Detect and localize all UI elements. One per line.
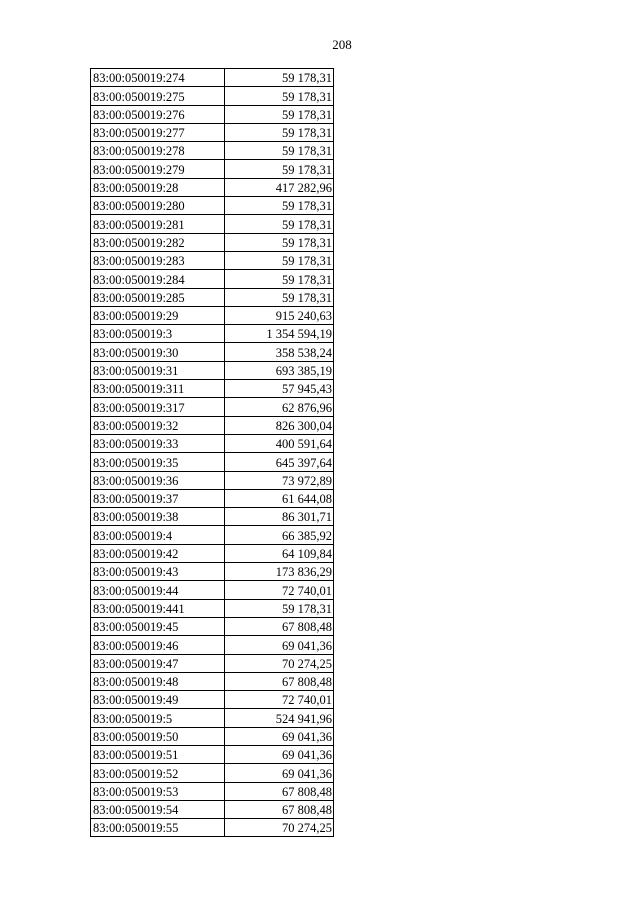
cadastral-number-cell: 83:00:050019:54 xyxy=(91,800,225,818)
value-cell: 173 836,29 xyxy=(225,563,334,581)
table-row xyxy=(91,325,334,343)
value-cell: 67 808,48 xyxy=(225,800,334,818)
value-cell: 64 109,84 xyxy=(225,544,334,562)
table-row xyxy=(91,123,334,141)
value-cell: 67 808,48 xyxy=(225,672,334,690)
cadastral-number-cell: 83:00:050019:31 xyxy=(91,361,225,379)
table-body xyxy=(91,69,334,837)
cadastral-number-cell: 83:00:050019:35 xyxy=(91,453,225,471)
value-cell: 69 041,36 xyxy=(225,764,334,782)
table-row xyxy=(91,636,334,654)
value-cell: 417 282,96 xyxy=(225,178,334,196)
value-cell: 59 178,31 xyxy=(225,142,334,160)
cadastral-number-cell: 83:00:050019:5 xyxy=(91,709,225,727)
table-row xyxy=(91,581,334,599)
value-cell: 400 591,64 xyxy=(225,434,334,452)
cadastral-number-cell: 83:00:050019:28 xyxy=(91,178,225,196)
page-number: 208 xyxy=(332,37,352,52)
value-cell: 59 178,31 xyxy=(225,215,334,233)
table-row xyxy=(91,672,334,690)
value-cell: 69 041,36 xyxy=(225,636,334,654)
value-cell: 59 178,31 xyxy=(225,87,334,105)
cadastral-value-table xyxy=(90,68,334,837)
table-row xyxy=(91,288,334,306)
table-row xyxy=(91,215,334,233)
table-row xyxy=(91,599,334,617)
cadastral-number-cell: 83:00:050019:284 xyxy=(91,270,225,288)
value-cell: 59 178,31 xyxy=(225,251,334,269)
table-row xyxy=(91,306,334,324)
value-cell: 69 041,36 xyxy=(225,727,334,745)
table-row xyxy=(91,87,334,105)
table-row xyxy=(91,508,334,526)
cadastral-number-cell: 83:00:050019:45 xyxy=(91,617,225,635)
value-cell: 59 178,31 xyxy=(225,233,334,251)
cadastral-number-cell: 83:00:050019:55 xyxy=(91,819,225,837)
cadastral-number-cell: 83:00:050019:283 xyxy=(91,251,225,269)
value-cell: 57 945,43 xyxy=(225,380,334,398)
value-cell: 70 274,25 xyxy=(225,819,334,837)
value-cell: 73 972,89 xyxy=(225,471,334,489)
value-cell: 693 385,19 xyxy=(225,361,334,379)
table-row xyxy=(91,343,334,361)
cadastral-number-cell: 83:00:050019:29 xyxy=(91,306,225,324)
value-cell: 72 740,01 xyxy=(225,691,334,709)
cadastral-number-cell: 83:00:050019:285 xyxy=(91,288,225,306)
cadastral-number-cell: 83:00:050019:37 xyxy=(91,489,225,507)
value-cell: 61 644,08 xyxy=(225,489,334,507)
table-row xyxy=(91,416,334,434)
cadastral-number-cell: 83:00:050019:282 xyxy=(91,233,225,251)
cadastral-number-cell: 83:00:050019:48 xyxy=(91,672,225,690)
cadastral-number-cell: 83:00:050019:317 xyxy=(91,398,225,416)
table-row xyxy=(91,764,334,782)
cadastral-number-cell: 83:00:050019:30 xyxy=(91,343,225,361)
cadastral-number-cell: 83:00:050019:441 xyxy=(91,599,225,617)
cadastral-number-cell: 83:00:050019:53 xyxy=(91,782,225,800)
value-cell: 67 808,48 xyxy=(225,617,334,635)
cadastral-number-cell: 83:00:050019:50 xyxy=(91,727,225,745)
value-cell: 59 178,31 xyxy=(225,160,334,178)
cadastral-number-cell: 83:00:050019:52 xyxy=(91,764,225,782)
cadastral-number-cell: 83:00:050019:3 xyxy=(91,325,225,343)
value-cell: 59 178,31 xyxy=(225,105,334,123)
table-row xyxy=(91,526,334,544)
table-row xyxy=(91,398,334,416)
value-cell: 59 178,31 xyxy=(225,599,334,617)
value-cell: 67 808,48 xyxy=(225,782,334,800)
table-row xyxy=(91,361,334,379)
value-cell: 59 178,31 xyxy=(225,197,334,215)
table-row xyxy=(91,800,334,818)
value-cell: 915 240,63 xyxy=(225,306,334,324)
table-row xyxy=(91,197,334,215)
cadastral-number-cell: 83:00:050019:281 xyxy=(91,215,225,233)
table-row xyxy=(91,544,334,562)
cadastral-number-cell: 83:00:050019:47 xyxy=(91,654,225,672)
table-row xyxy=(91,251,334,269)
cadastral-number-cell: 83:00:050019:44 xyxy=(91,581,225,599)
cadastral-number-cell: 83:00:050019:42 xyxy=(91,544,225,562)
table-row xyxy=(91,380,334,398)
cadastral-number-cell: 83:00:050019:32 xyxy=(91,416,225,434)
cadastral-number-cell: 83:00:050019:36 xyxy=(91,471,225,489)
table-row xyxy=(91,654,334,672)
table-row xyxy=(91,563,334,581)
value-cell: 59 178,31 xyxy=(225,123,334,141)
value-cell: 358 538,24 xyxy=(225,343,334,361)
cadastral-number-cell: 83:00:050019:279 xyxy=(91,160,225,178)
cadastral-number-cell: 83:00:050019:275 xyxy=(91,87,225,105)
value-cell: 59 178,31 xyxy=(225,69,334,87)
table-row xyxy=(91,160,334,178)
value-cell: 59 178,31 xyxy=(225,288,334,306)
table-row xyxy=(91,105,334,123)
cadastral-number-cell: 83:00:050019:311 xyxy=(91,380,225,398)
cadastral-number-cell: 83:00:050019:46 xyxy=(91,636,225,654)
table-row xyxy=(91,691,334,709)
table-row xyxy=(91,453,334,471)
cadastral-number-cell: 83:00:050019:49 xyxy=(91,691,225,709)
table-row xyxy=(91,233,334,251)
value-cell: 62 876,96 xyxy=(225,398,334,416)
cadastral-number-cell: 83:00:050019:278 xyxy=(91,142,225,160)
value-cell: 70 274,25 xyxy=(225,654,334,672)
table-row xyxy=(91,617,334,635)
table-row xyxy=(91,745,334,763)
cadastral-number-cell: 83:00:050019:280 xyxy=(91,197,225,215)
table-row xyxy=(91,69,334,87)
table-row xyxy=(91,142,334,160)
table-row xyxy=(91,489,334,507)
table-row xyxy=(91,270,334,288)
value-cell: 72 740,01 xyxy=(225,581,334,599)
cadastral-number-cell: 83:00:050019:51 xyxy=(91,745,225,763)
value-cell: 59 178,31 xyxy=(225,270,334,288)
value-cell: 645 397,64 xyxy=(225,453,334,471)
table-row xyxy=(91,178,334,196)
cadastral-number-cell: 83:00:050019:276 xyxy=(91,105,225,123)
cadastral-number-cell: 83:00:050019:43 xyxy=(91,563,225,581)
value-cell: 1 354 594,19 xyxy=(225,325,334,343)
value-cell: 69 041,36 xyxy=(225,745,334,763)
value-cell: 826 300,04 xyxy=(225,416,334,434)
table-row xyxy=(91,727,334,745)
table-row xyxy=(91,434,334,452)
cadastral-number-cell: 83:00:050019:33 xyxy=(91,434,225,452)
cadastral-number-cell: 83:00:050019:4 xyxy=(91,526,225,544)
value-cell: 524 941,96 xyxy=(225,709,334,727)
table-row xyxy=(91,471,334,489)
cadastral-number-cell: 83:00:050019:277 xyxy=(91,123,225,141)
cadastral-number-cell: 83:00:050019:274 xyxy=(91,69,225,87)
cadastral-number-cell: 83:00:050019:38 xyxy=(91,508,225,526)
table-row xyxy=(91,782,334,800)
table-row xyxy=(91,709,334,727)
value-cell: 86 301,71 xyxy=(225,508,334,526)
value-cell: 66 385,92 xyxy=(225,526,334,544)
table-row xyxy=(91,819,334,837)
